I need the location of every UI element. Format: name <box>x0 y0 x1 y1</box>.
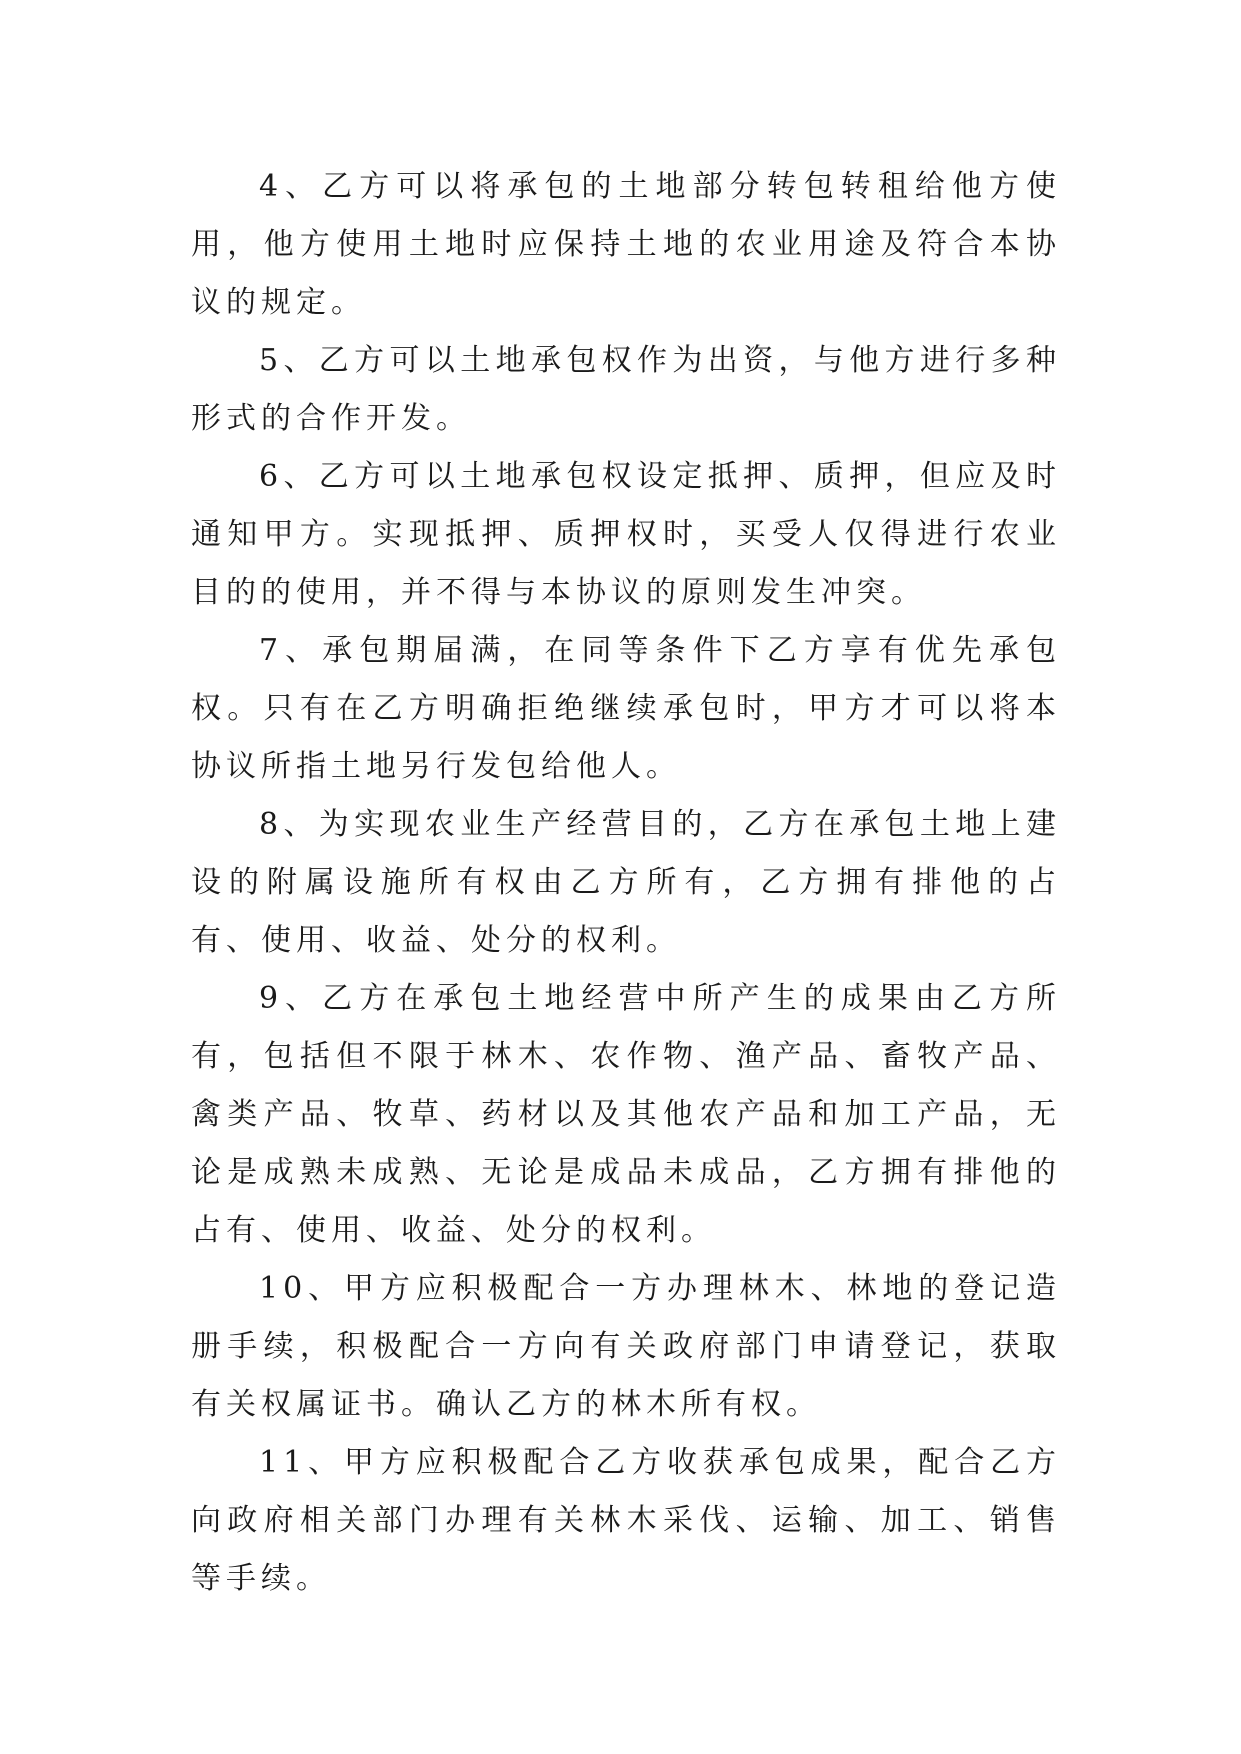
clause-5-paragraph: 5、乙方可以土地承包权作为出资，与他方进行多种形式的合作开发。 <box>191 343 1061 436</box>
clause-9-paragraph: 9、乙方在承包土地经营中所产生的成果由乙方所有，包括但不限于林木、农作物、渔产品、畜牧产品、禽类产品、牧草、药材以及其他农产品和加工产品，无论是成熟未成熟、无论是成品未成品，乙方拥有排他的占有、使用、收益、处分的权利。 <box>191 981 1061 1248</box>
clause-11-paragraph: 11、甲方应积极配合乙方收获承包成果，配合乙方向政府相关部门办理有关林木采伐、运输、加工、销售等手续。 <box>191 1445 1061 1596</box>
clause-10-paragraph: 10、甲方应积极配合一方办理林木、林地的登记造册手续，积极配合一方向有关政府部门申请登记，获取有关权属证书。确认乙方的林木所有权。 <box>191 1271 1061 1422</box>
document-body <box>191 158 1061 1608</box>
clause-6-paragraph: 6、乙方可以土地承包权设定抵押、质押，但应及时通知甲方。实现抵押、质押权时，买受人仅得进行农业目的的使用，并不得与本协议的原则发生冲突。 <box>191 459 1061 610</box>
clause-4-paragraph: 4、乙方可以将承包的土地部分转包转租给他方使用，他方使用土地时应保持土地的农业用途及符合本协议的规定。 <box>191 169 1061 320</box>
clause-8-paragraph: 8、为实现农业生产经营目的，乙方在承包土地上建设的附属设施所有权由乙方所有，乙方拥有排他的占有、使用、收益、处分的权利。 <box>191 807 1061 958</box>
clause-7-paragraph: 7、承包期届满，在同等条件下乙方享有优先承包权。只有在乙方明确拒绝继续承包时，甲方才可以将本协议所指土地另行发包给他人。 <box>191 633 1061 784</box>
